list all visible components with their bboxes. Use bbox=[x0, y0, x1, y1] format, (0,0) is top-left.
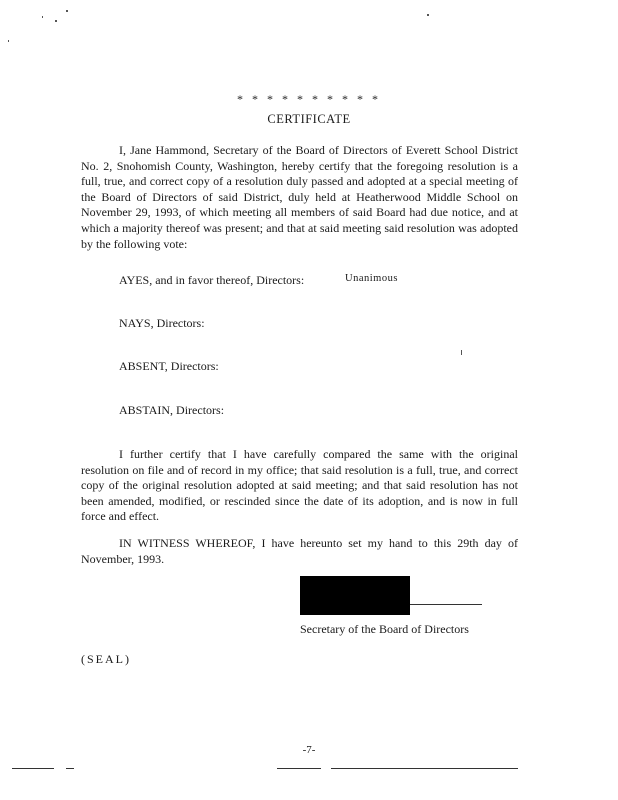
ayes-label: AYES, and in favor thereof, Directors: bbox=[119, 273, 305, 287]
footer-rule bbox=[331, 768, 518, 769]
certification-paragraph: I, Jane Hammond, Secretary of the Board of Directors of Everett School District No. 2, Snohomish County, Washington, hereby certify that the foregoing resolution is a full, true, and correct copy of a resolution duly passed and adopted at a special meeting of the Board of Directors of said District, duly held at Heatherwood Middle School on November 29, 1993, of which meeting all members of said Board had due notice, and at which a majority thereof was present; and that at said meeting said resolution was adopted by the following vote: bbox=[81, 143, 518, 251]
scan-speck bbox=[55, 20, 57, 22]
nays-label: NAYS, Directors: bbox=[119, 316, 205, 330]
footer-rule bbox=[66, 768, 74, 769]
scan-speck bbox=[8, 40, 9, 42]
signature-caption: Secretary of the Board of Directors bbox=[300, 622, 469, 636]
absent-label: ABSENT, Directors: bbox=[119, 359, 219, 373]
scan-speck bbox=[427, 14, 429, 16]
further-certify-paragraph: I further certify that I have carefully compared the same with the original resolution on file and of record in my office; that said resolution is a full, true, and correct copy of the original resolution adopted at said meeting; and that said resolution has not been amended, modified, or rescinded since the date of its adoption, and is now in full force and effect. bbox=[81, 447, 518, 524]
abstain-label: ABSTAIN, Directors: bbox=[119, 403, 225, 417]
seal-label: (SEAL) bbox=[81, 652, 131, 666]
ayes-value: Unanimous bbox=[345, 273, 398, 284]
page-number: -7- bbox=[302, 744, 316, 756]
scan-speck bbox=[66, 10, 68, 12]
footer-rule bbox=[277, 768, 321, 769]
witness-paragraph: IN WITNESS WHEREOF, I have hereunto set my hand to this 29th day of November, 1993. bbox=[81, 536, 518, 566]
decorative-stars: * * * * * * * * * * bbox=[237, 92, 381, 106]
footer-rule bbox=[12, 768, 54, 769]
scan-speck bbox=[461, 350, 462, 355]
certificate-title: CERTIFICATE bbox=[267, 112, 351, 126]
redacted-signature bbox=[300, 576, 410, 615]
scan-speck bbox=[42, 16, 43, 18]
